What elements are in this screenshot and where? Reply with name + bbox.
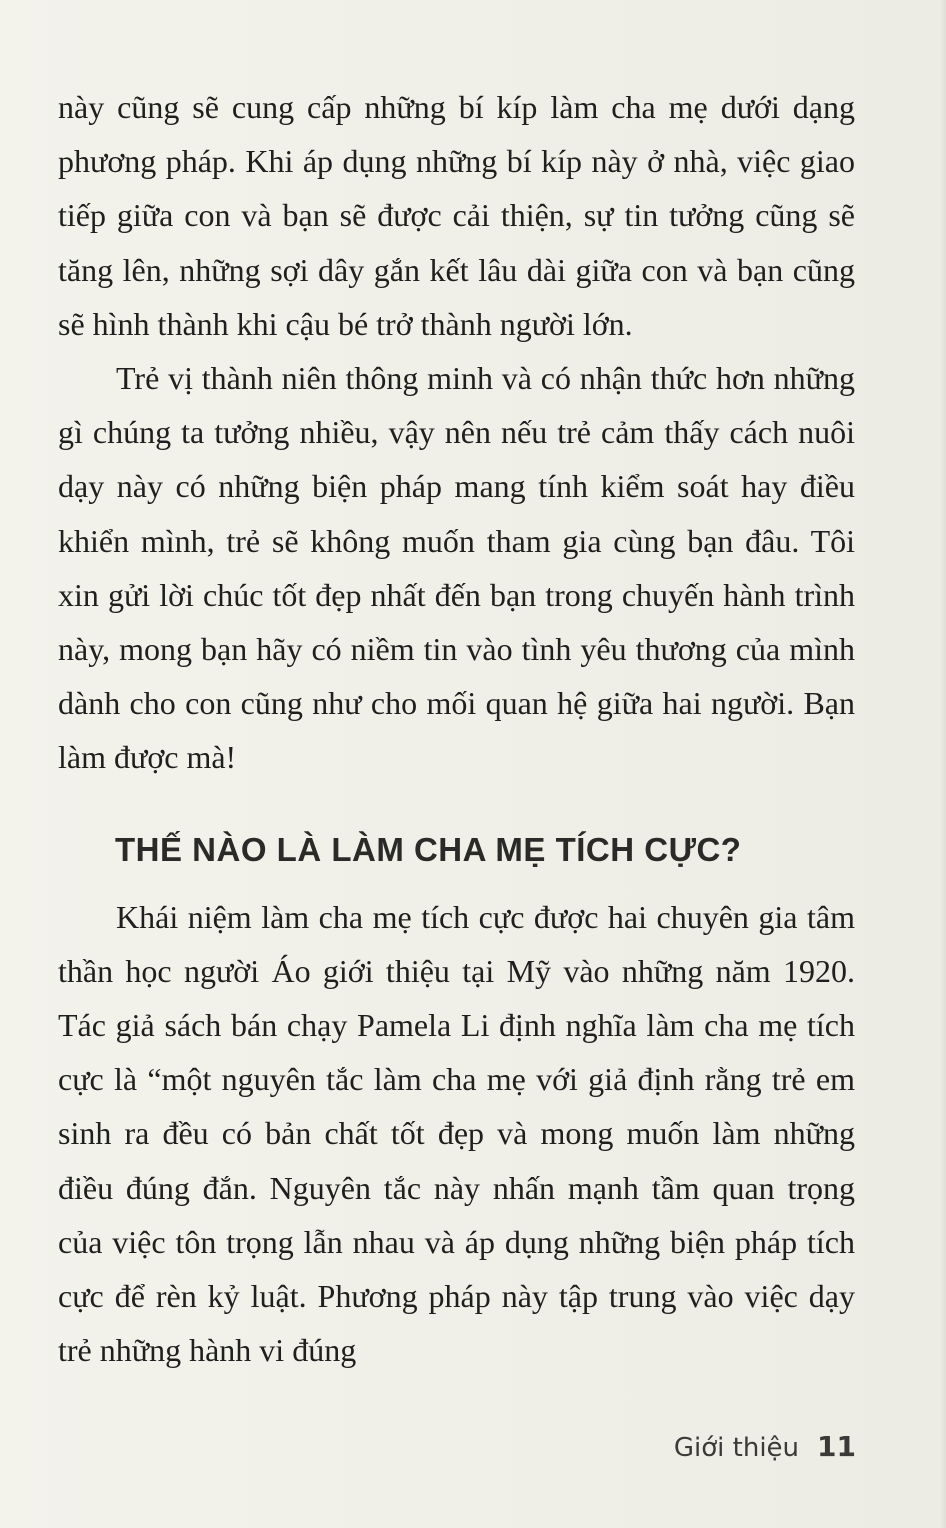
section-heading: THẾ NÀO LÀ LÀM CHA MẸ TÍCH CỰC? [115, 830, 742, 868]
running-footer-section: Giới thiệu [673, 1433, 800, 1463]
paragraph-continued: này cũng sẽ cung cấp những bí kíp làm cha mẹ dưới dạng phương pháp. Khi áp dụng những bí kíp này ở nhà, việc giao tiếp giữa con và bạn sẽ được cải thiện, sự tin tưởng cũng sẽ tăng lên, những sợi dây gắn kết lâu dài giữa con và bạn cũng sẽ hình thành khi cậu bé trở thành người lớn. [58, 89, 855, 342]
page-number: 11 [817, 1430, 856, 1463]
page-body [58, 80, 855, 1377]
page-footer [674, 1430, 856, 1463]
paragraph-definition: Khái niệm làm cha mẹ tích cực được hai chuyên gia tâm thần học người Áo giới thiệu tại Mỹ vào những năm 1920. Tác giả sách bán chạy Pamela Li định nghĩa làm cha mẹ tích cực là “một nguyên tắc làm cha mẹ với giả định rằng trẻ em sinh ra đều có bản chất tốt đẹp và mong muốn làm những điều đúng đắn. Nguyên tắc này nhấn mạnh tầm quan trọng của việc tôn trọng lẫn nhau và áp dụng những biện pháp tích cực để rèn kỷ luật. Phương pháp này tập trung vào việc dạy trẻ những hành vi đúng [58, 898, 855, 1369]
paragraph-closing: Trẻ vị thành niên thông minh và có nhận thức hơn những gì chúng ta tưởng nhiều, vậy nên nếu trẻ cảm thấy cách nuôi dạy này có những biện pháp mang tính kiểm soát hay điều khiển mình, trẻ sẽ không muốn tham gia cùng bạn đâu. Tôi xin gửi lời chúc tốt đẹp nhất đến bạn trong chuyến hành trình này, mong bạn hãy có niềm tin vào tình yêu thương của mình dành cho con cũng như cho mối quan hệ giữa hai người. Bạn làm được mà! [58, 360, 855, 776]
